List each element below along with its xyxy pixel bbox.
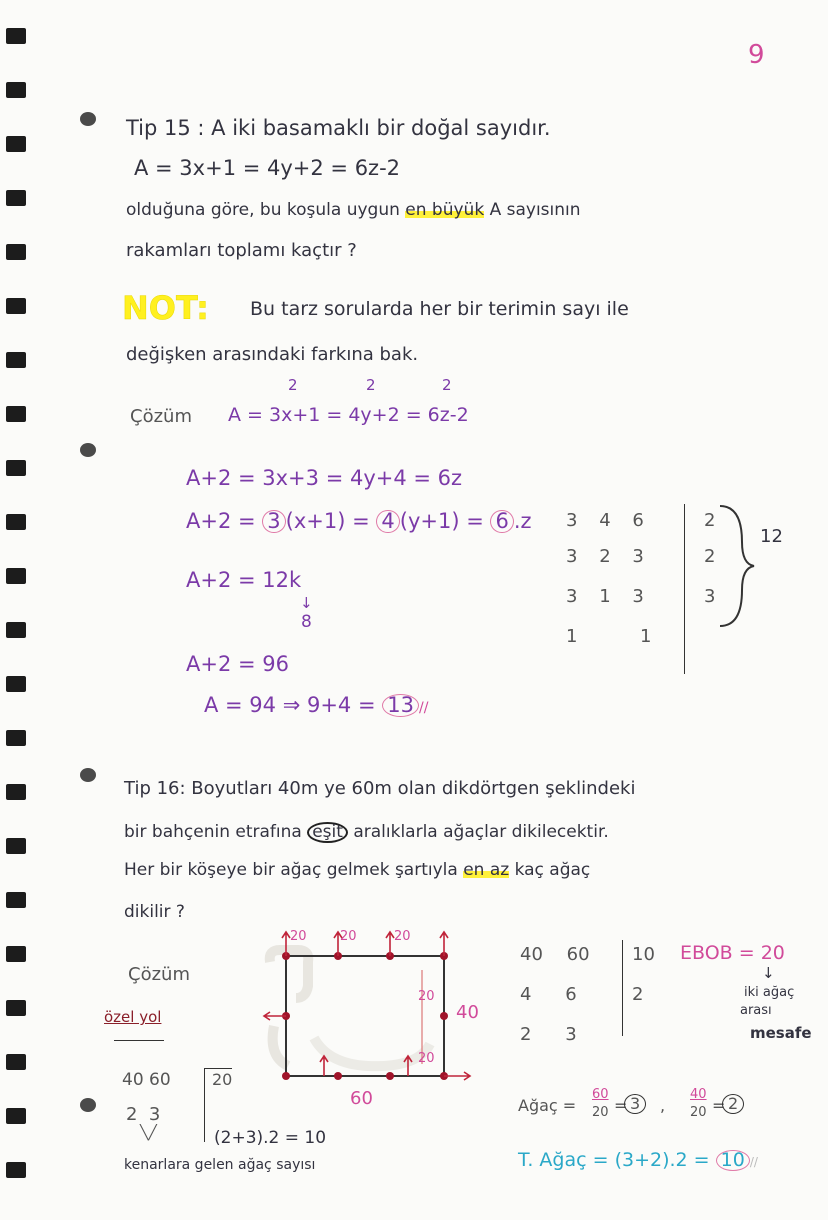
frac-num: 40	[690, 1087, 707, 1102]
small-equation: (2+3).2 = 10	[214, 1128, 327, 1148]
punch-hole	[80, 443, 96, 457]
binding-ring	[6, 1000, 26, 1016]
lcm-cell: 4	[599, 510, 611, 531]
step2-part-x: (x+1) =	[285, 509, 377, 533]
small-table-divisor: 20	[212, 1070, 233, 1089]
binding-ring	[6, 82, 26, 98]
lcm-divisor: 2	[704, 546, 716, 567]
not-text-line1: Bu tarz sorularda her bir terimin sayı ile	[250, 298, 629, 320]
brace-icon	[716, 502, 756, 630]
step2-part-z: .z	[513, 509, 532, 533]
circled-6: 6	[490, 510, 513, 533]
comma: ,	[660, 1096, 666, 1115]
frac-eq: =	[712, 1096, 726, 1115]
lcm-cell: 6	[632, 510, 644, 531]
binding-ring	[6, 28, 26, 44]
binding-ring	[6, 460, 26, 476]
spiral-binding	[6, 0, 28, 1220]
tip15-line3	[126, 202, 581, 219]
cozum-equation: A = 3x+1 = 4y+2 = 6z-2	[228, 404, 469, 426]
diagram-top-label: 20	[394, 929, 411, 944]
tip16-title: Tip 16: Boyutları 40m ye 60m olan dikdörtgen şeklindeki	[124, 778, 636, 799]
tip16-cozum: Çözüm	[128, 964, 190, 985]
tip15-question: rakamları toplamı kaçtır ?	[126, 240, 357, 261]
gcd-row	[520, 986, 577, 1004]
lcm-cell: 3	[566, 546, 578, 567]
frac-eq: =	[614, 1096, 628, 1115]
frac-num: 60	[592, 1087, 609, 1102]
step4-equation: A+2 = 96	[186, 652, 289, 676]
small-table-divider	[204, 1068, 205, 1142]
step2-lhs: A+2 =	[186, 509, 263, 533]
cozum-label: Çözüm	[130, 406, 192, 427]
lcm-cell: 3	[566, 510, 578, 531]
binding-ring	[6, 946, 26, 962]
punch-hole	[80, 112, 96, 126]
lcm-cell: 3	[566, 586, 578, 607]
answer-13: 13	[382, 694, 419, 717]
diagram-top-label: 20	[340, 929, 357, 944]
gcd-row	[520, 946, 590, 964]
lcm-cell: 3	[632, 546, 644, 567]
check-icon: ╲╱	[140, 1125, 157, 1141]
gcd-cell: 2	[520, 1024, 532, 1045]
gcd-cell: 4	[520, 984, 532, 1005]
agac-label: Ağaç =	[518, 1096, 577, 1115]
gcd-cell: 40	[520, 944, 543, 965]
garden-rectangle-diagram	[258, 926, 488, 1096]
tip15-equation: A = 3x+1 = 4y+2 = 6z-2	[134, 156, 401, 180]
lcm-divider	[684, 504, 685, 674]
lcm-divisor: 2	[704, 510, 716, 531]
tip16-line3-end: kaç ağaç	[509, 860, 591, 880]
ozel-yol-label: özel yol	[104, 1008, 162, 1026]
binding-ring	[6, 244, 26, 260]
not-label: NOT:	[122, 289, 209, 327]
diagram-inner-label: 20	[418, 989, 435, 1004]
binding-ring	[6, 406, 26, 422]
step5-equation	[204, 694, 428, 717]
small-table-line	[204, 1068, 232, 1069]
tip15-title: Tip 15 : A iki basamaklı bir doğal sayıdır.	[126, 116, 551, 140]
highlight-en-az: en az	[463, 860, 510, 880]
binding-ring	[6, 352, 26, 368]
tip16-line3-text: Her bir köşeye bir ağaç gelmek şartıyla	[124, 860, 464, 880]
lcm-cell: 3	[632, 586, 644, 607]
binding-ring	[6, 892, 26, 908]
ozel-yol-underline	[114, 1040, 164, 1041]
tip16-line3	[124, 862, 590, 879]
gcd-cell: 6	[565, 984, 577, 1005]
diff-label: 2	[288, 376, 298, 394]
diagram-side-label: 40	[456, 1002, 479, 1023]
diagram-bottom-label: 60	[350, 1088, 373, 1109]
binding-ring	[6, 1162, 26, 1178]
binding-ring	[6, 568, 26, 584]
binding-ring	[6, 514, 26, 530]
diff-label: 2	[442, 376, 452, 394]
binding-ring	[6, 1054, 26, 1070]
answer-mark: //	[749, 1155, 758, 1169]
total-text: T. Ağaç = (3+2).2 =	[518, 1149, 716, 1171]
binding-ring	[6, 190, 26, 206]
binding-ring	[6, 676, 26, 692]
arrow-down-icon: ↓	[762, 964, 775, 982]
gcd-cell: 60	[566, 944, 590, 965]
tip16-line2-text: bir bahçenin etrafına	[124, 822, 308, 842]
answer-10: 10	[716, 1150, 750, 1171]
step2-part-y: (y+1) =	[399, 509, 491, 533]
binding-ring	[6, 136, 26, 152]
gcd-divider	[622, 940, 623, 1036]
page-number: 9	[748, 40, 765, 70]
arrow-note: iki ağaç	[744, 985, 795, 1000]
punch-hole	[80, 768, 96, 782]
gcd-cell: 3	[565, 1024, 577, 1045]
gcd-divisor: 2	[632, 984, 644, 1005]
highlight-en-buyuk: en büyük	[405, 200, 485, 220]
lcm-result: 12	[760, 526, 783, 547]
k-arrow-icon: ↓	[300, 594, 313, 612]
step2-equation	[186, 510, 532, 533]
circled-esit: eşit	[307, 822, 348, 843]
tip15-line3-text: olduğuna göre, bu koşula uygun	[126, 200, 406, 220]
binding-ring	[6, 784, 26, 800]
lcm-cell: 2	[599, 546, 611, 567]
step5-text: A = 94 ⇒ 9+4 =	[204, 693, 383, 717]
total-equation	[518, 1150, 758, 1171]
circled-3: 3	[262, 510, 285, 533]
tip16-question: dikilir ?	[124, 902, 185, 922]
tip16-line2	[124, 822, 609, 843]
diff-label: 2	[366, 376, 376, 394]
lcm-divisor: 3	[704, 586, 716, 607]
answer-mark: //	[418, 700, 429, 716]
small-caption: kenarlara gelen ağaç sayısı	[124, 1157, 316, 1173]
ebob-result: EBOB = 20	[680, 942, 785, 964]
tip16-line2-end: aralıklarla ağaçlar dikilecektir.	[347, 822, 609, 842]
lcm-cell: 1	[599, 586, 611, 607]
binding-ring	[6, 622, 26, 638]
lcm-cell: 1	[640, 626, 652, 647]
frac-result: 2	[722, 1094, 744, 1114]
binding-ring	[6, 838, 26, 854]
frac-den: 20	[690, 1105, 707, 1120]
punch-hole	[80, 1098, 96, 1112]
lcm-cell: 1	[566, 626, 578, 647]
k-value: 8	[301, 612, 312, 632]
step1-equation: A+2 = 3x+3 = 4y+4 = 6z	[186, 466, 463, 490]
arrow-note: mesafe	[750, 1024, 812, 1042]
arrow-note: arası	[740, 1003, 772, 1018]
diagram-top-label: 20	[290, 929, 307, 944]
binding-ring	[6, 1108, 26, 1124]
gcd-row	[520, 1026, 577, 1044]
tip15-line3-end: A sayısının	[484, 200, 581, 220]
small-table-head: 40 60	[122, 1070, 171, 1090]
frac-den: 20	[592, 1105, 609, 1120]
lcm-row	[566, 548, 644, 566]
binding-ring	[6, 730, 26, 746]
lcm-row	[566, 512, 644, 530]
small-table-row: 2 3	[126, 1104, 161, 1125]
step3-equation: A+2 = 12k	[186, 568, 302, 592]
circled-4: 4	[376, 510, 399, 533]
not-text-line2: değişken arasındaki farkına bak.	[126, 344, 419, 365]
diagram-inner-label: 20	[418, 1051, 435, 1066]
frac-result: 3	[624, 1094, 646, 1114]
gcd-divisor: 10	[632, 944, 655, 965]
binding-ring	[6, 298, 26, 314]
lcm-row	[566, 588, 644, 606]
